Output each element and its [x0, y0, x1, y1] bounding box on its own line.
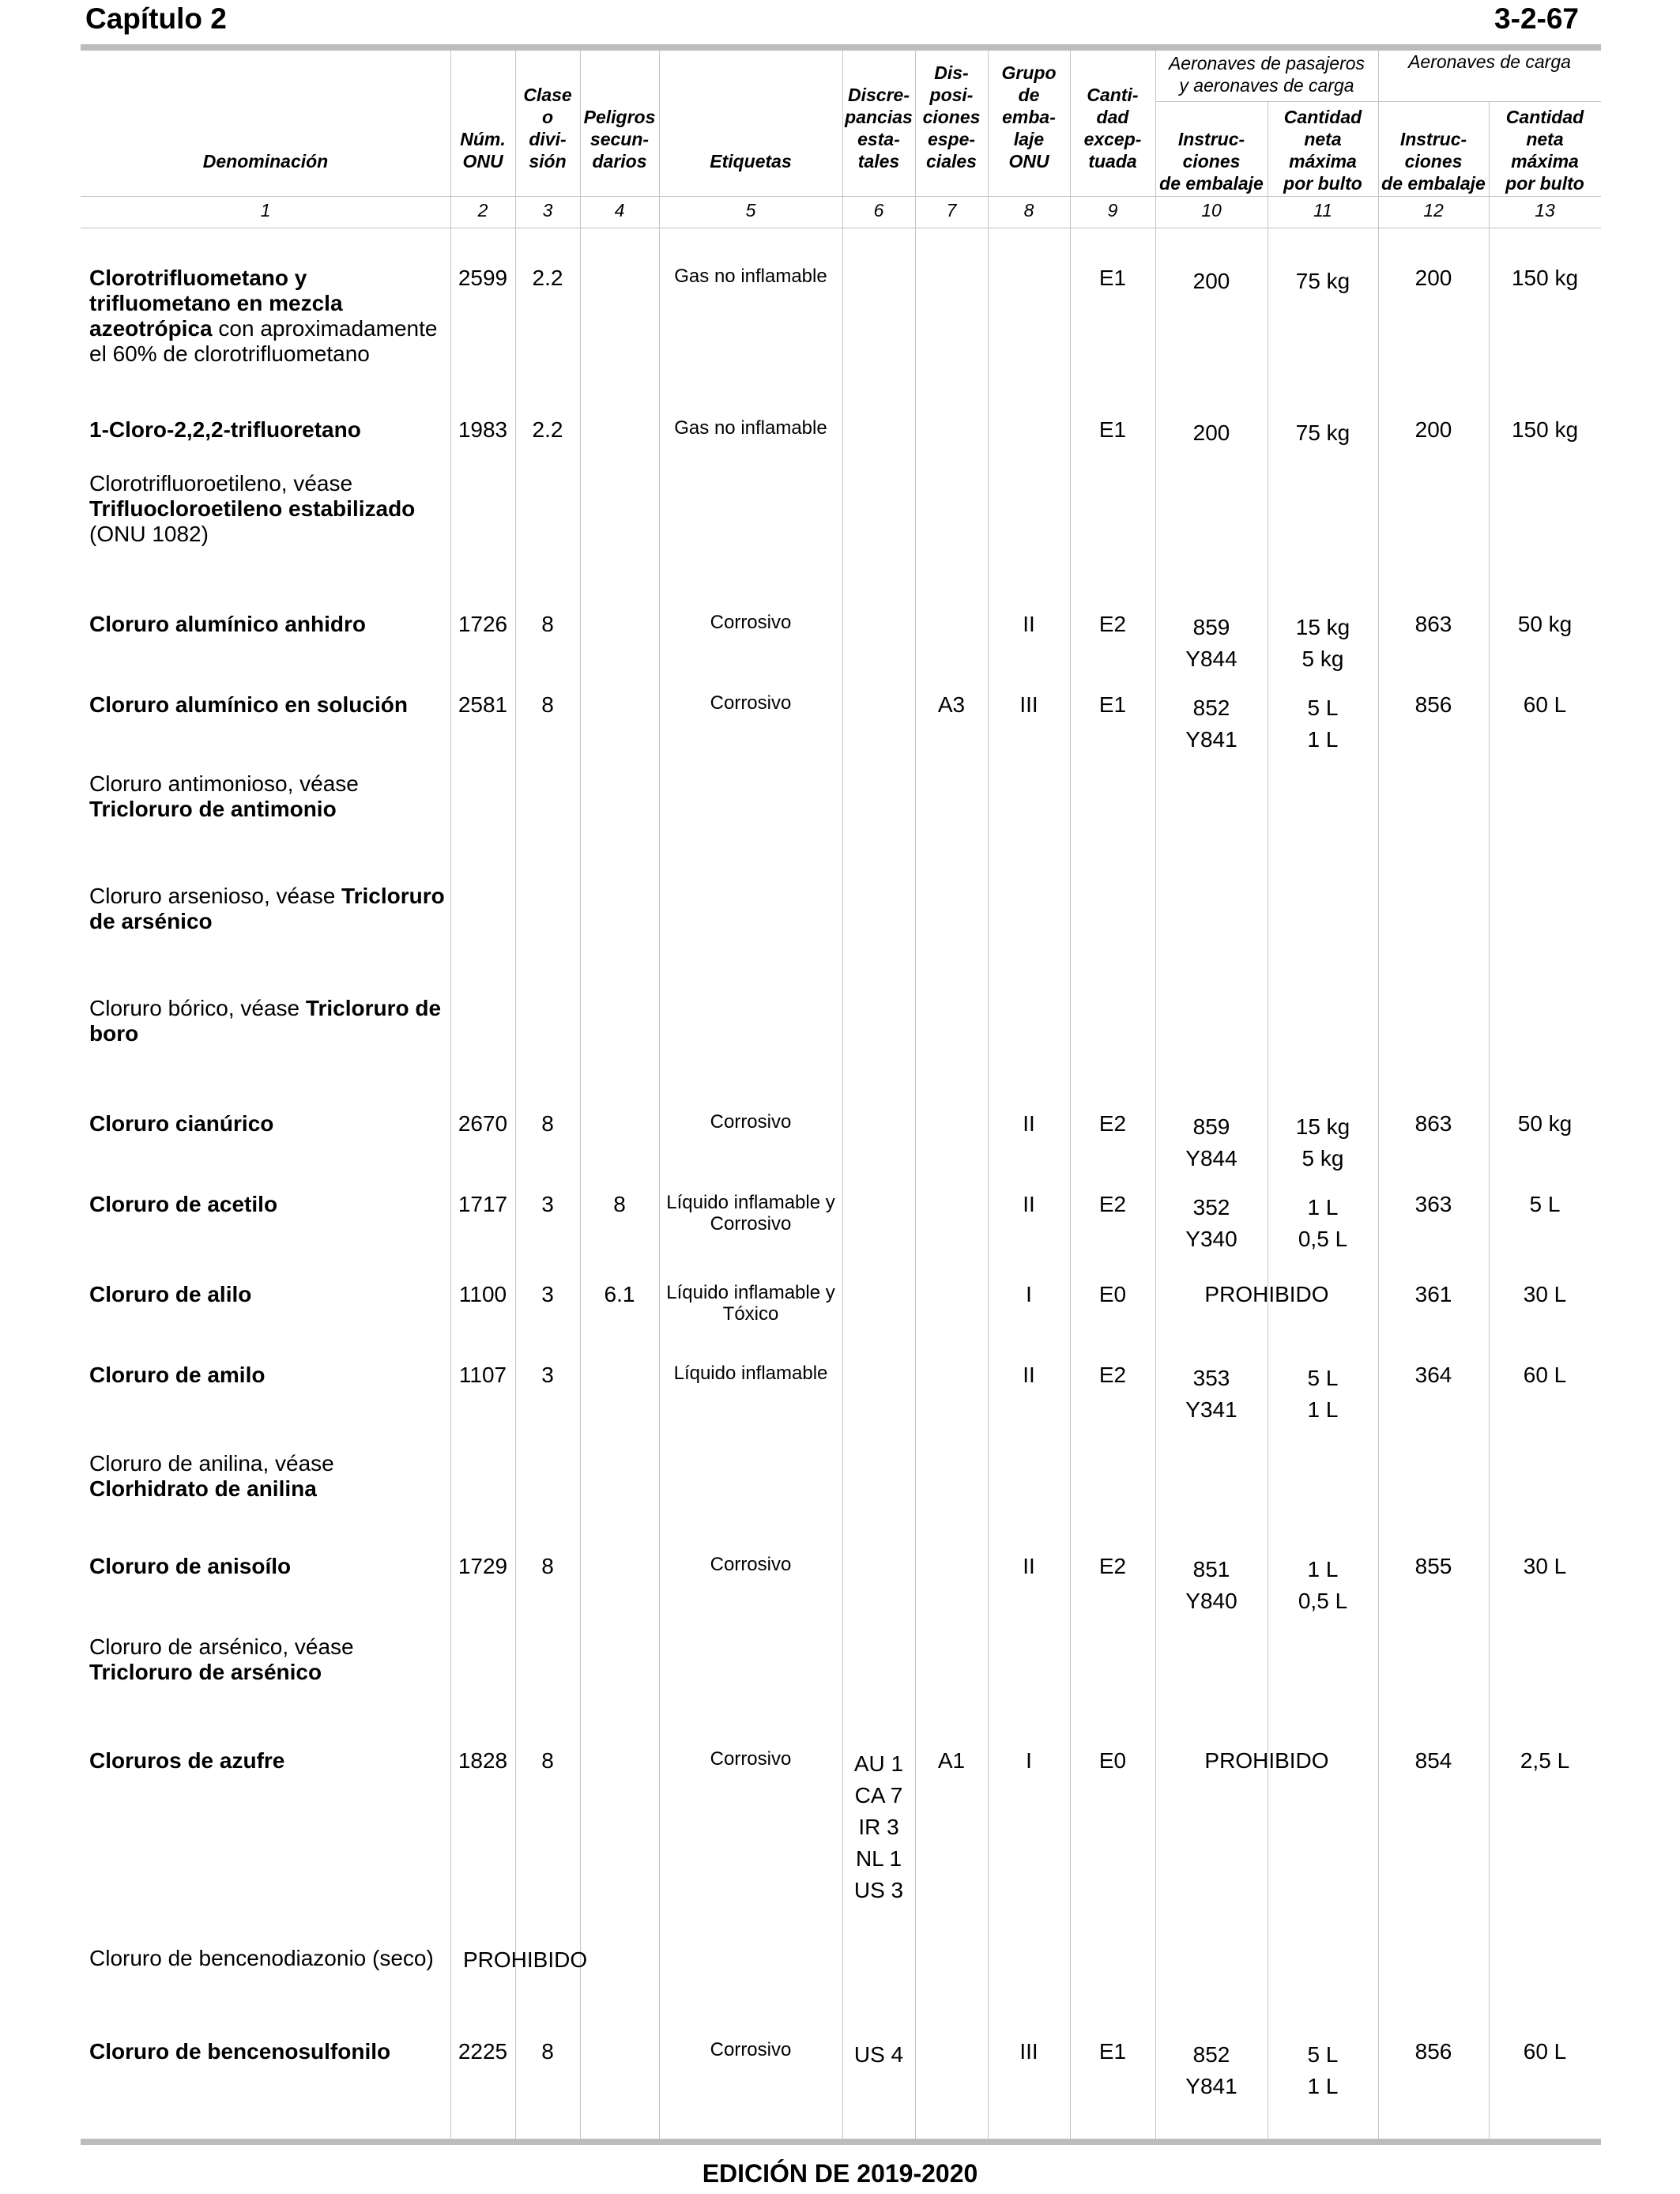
column-number: 2 — [477, 200, 488, 221]
passenger-packing-instruction: 200 — [1192, 420, 1230, 445]
name-segment: 1-Cloro-2,2,2-trifluoretano — [89, 417, 361, 442]
un-number: 1717 — [458, 1192, 508, 1216]
header-cantidad-exceptuada: Canti- dad excep- tuada — [1083, 85, 1142, 172]
cargo-packing-instruction: 856 — [1414, 692, 1452, 717]
hazard-label: Líquido inflamable — [673, 1363, 828, 1384]
name-segment: Cloruro bórico, véase — [89, 996, 306, 1020]
substance-name — [89, 1451, 449, 1502]
state-variations: AU 1 CA 7 IR 3 NL 1 US 3 — [853, 1751, 904, 1902]
table-row — [0, 996, 1680, 1046]
hazard-label: Corrosivo — [710, 2039, 792, 2060]
column-divider — [988, 51, 989, 2139]
name-segment: Tricloruro de boro — [89, 996, 442, 1046]
cargo-max-net-quantity: 50 kg — [1517, 612, 1573, 636]
table-row — [0, 1192, 1680, 1251]
name-segment: Tricloruro de antimonio — [89, 797, 337, 821]
column-divider — [1155, 51, 1156, 2139]
table-row — [0, 1451, 1680, 1501]
substance-name — [89, 771, 449, 822]
substance-name — [89, 1192, 449, 1217]
cargo-packing-instruction: 200 — [1414, 417, 1452, 442]
name-segment: Clorotrifluometano y trifluometano en mezcla azeotrópica — [89, 266, 343, 341]
un-number: 2599 — [458, 266, 508, 290]
un-number: 1983 — [458, 417, 508, 442]
cargo-max-net-quantity: 60 L — [1523, 692, 1567, 717]
class-division: 8 — [541, 2039, 554, 2064]
class-division: 2.2 — [532, 417, 563, 442]
table-row — [0, 1363, 1680, 1422]
table-row — [0, 692, 1680, 752]
un-number: 1107 — [458, 1363, 507, 1387]
excepted-quantity: E1 — [1098, 266, 1127, 290]
excepted-quantity: E2 — [1098, 1554, 1127, 1578]
page-number: 3-2-67 — [1494, 2, 1579, 35]
name-segment: Cloruro de arsénico, véase — [89, 1634, 354, 1659]
un-number: 1828 — [458, 1748, 508, 1773]
cargo-packing-instruction: 856 — [1414, 2039, 1452, 2064]
class-division: 8 — [541, 1111, 554, 1136]
cargo-max-net-quantity: 5 L — [1529, 1192, 1561, 1216]
excepted-quantity: E1 — [1098, 2039, 1127, 2064]
passenger-packing-instruction: 353 Y341 — [1185, 1366, 1237, 1422]
packing-group: II — [1023, 1363, 1035, 1387]
class-division: 3 — [541, 1192, 554, 1216]
bottom-rule — [81, 2139, 1601, 2145]
header-cantidad-neta-pasajeros: Cantidad neta máxima por bulto — [1283, 107, 1362, 194]
passenger-packing-instruction: 852 Y841 — [1185, 2042, 1237, 2098]
packing-group: II — [1023, 1192, 1035, 1216]
column-divider — [1378, 51, 1379, 2139]
passenger-packing-instruction: 852 Y841 — [1185, 696, 1237, 752]
column-divider — [515, 51, 516, 2139]
name-segment: Cloruro de anisoílo — [89, 1554, 292, 1578]
passenger-forbidden: PROHIBIDO — [1204, 1748, 1329, 1773]
cargo-packing-instruction: 364 — [1414, 1363, 1452, 1387]
name-segment: Clorotrifluoroetileno, véase — [89, 471, 353, 496]
column-number: 7 — [946, 200, 957, 221]
class-division: 8 — [541, 1748, 554, 1773]
packing-group: II — [1023, 1554, 1035, 1578]
passenger-packing-instruction: 859 Y844 — [1185, 615, 1237, 671]
name-segment: Cloruro arsenioso, véase — [89, 884, 342, 908]
column-number: 3 — [542, 200, 553, 221]
substance-name — [89, 996, 449, 1046]
table-row — [0, 612, 1680, 671]
un-number: 2670 — [458, 1111, 508, 1136]
cargo-max-net-quantity: 60 L — [1523, 2039, 1567, 2064]
header-aeronaves-carga: Aeronaves de carga — [1408, 51, 1571, 72]
header-grupo: Grupo de emba- laje ONU — [1001, 62, 1057, 172]
table-row — [0, 417, 1680, 445]
hazard-label: Corrosivo — [710, 612, 792, 633]
hazard-label: Corrosivo — [710, 692, 792, 714]
passenger-max-net-quantity: 15 kg 5 kg — [1295, 615, 1350, 671]
passenger-forbidden: PROHIBIDO — [1204, 1282, 1329, 1306]
substance-name — [89, 612, 449, 637]
name-segment: Clorhidrato de anilina — [89, 1476, 317, 1501]
hazard-label: Líquido inflamable y Tóxico — [666, 1282, 835, 1325]
header-separator — [81, 196, 1601, 197]
subsidiary-hazard: 6.1 — [604, 1282, 635, 1306]
forbidden-notice: PROHIBIDO — [463, 1947, 588, 1972]
header-instrucciones-carga: Instruc- ciones de embalaje — [1381, 129, 1486, 194]
excepted-quantity: E1 — [1098, 692, 1127, 717]
substance-name — [89, 1282, 449, 1307]
class-division: 8 — [541, 612, 554, 636]
passenger-max-net-quantity: 1 L 0,5 L — [1298, 1557, 1348, 1613]
header-discrepancias: Discre- pancias esta- tales — [845, 85, 913, 172]
class-division: 8 — [541, 692, 554, 717]
table-row — [0, 771, 1680, 821]
name-segment: Cloruro de amilo — [89, 1363, 266, 1387]
name-segment: Cloruro alumínico en solución — [89, 692, 408, 717]
column-divider — [450, 51, 451, 2139]
passenger-packing-instruction: 200 — [1192, 269, 1230, 293]
hazard-label: Corrosivo — [710, 1748, 792, 1770]
packing-group: I — [1026, 1748, 1032, 1773]
name-segment: Cloruro de acetilo — [89, 1192, 278, 1216]
table-row — [0, 1554, 1680, 1613]
substance-name — [89, 692, 449, 718]
cargo-max-net-quantity: 2,5 L — [1520, 1748, 1570, 1773]
table-row — [0, 1748, 1680, 1902]
header-peligros: Peligros secun- darios — [583, 107, 656, 172]
chapter-title: Capítulo 2 — [85, 2, 227, 35]
cargo-max-net-quantity: 150 kg — [1511, 266, 1579, 290]
substance-name — [89, 266, 449, 367]
packing-group: I — [1026, 1282, 1032, 1306]
excepted-quantity: E0 — [1098, 1748, 1127, 1773]
column-divider — [580, 51, 581, 2139]
name-segment: Cloruro de bencenosulfonilo — [89, 2039, 391, 2064]
header-cantidad-neta-carga: Cantidad neta máxima por bulto — [1505, 107, 1584, 194]
cargo-max-net-quantity: 150 kg — [1511, 417, 1579, 442]
column-number: 13 — [1535, 200, 1555, 221]
cargo-max-net-quantity: 60 L — [1523, 1363, 1567, 1387]
hazard-label: Líquido inflamable y Corrosivo — [666, 1192, 835, 1235]
excepted-quantity: E0 — [1098, 1282, 1127, 1306]
name-segment: Cloruro alumínico anhidro — [89, 612, 367, 636]
name-segment: Cloruro antimonioso, véase — [89, 771, 359, 796]
top-rule — [81, 44, 1601, 51]
hazard-label: Gas no inflamable — [674, 266, 827, 287]
header-num-onu: Núm. ONU — [460, 129, 506, 172]
special-provisions: A3 — [937, 692, 966, 717]
name-segment: Tricloruro de arsénico — [89, 884, 445, 933]
name-segment: Cloruro cianúrico — [89, 1111, 274, 1136]
column-number: 9 — [1107, 200, 1118, 221]
passenger-max-net-quantity: 5 L 1 L — [1307, 696, 1339, 752]
excepted-quantity: E1 — [1098, 417, 1127, 442]
table-row — [0, 1111, 1680, 1171]
substance-name — [89, 1363, 449, 1388]
table-row — [0, 471, 1680, 546]
table-row — [0, 1946, 1680, 1972]
column-number: 8 — [1023, 200, 1034, 221]
cargo-packing-instruction: 361 — [1414, 1282, 1452, 1306]
excepted-quantity: E2 — [1098, 1363, 1127, 1387]
header-aeronaves-pasajeros: Aeronaves de pasajeros y aeronaves de carga — [1168, 53, 1365, 96]
packing-group: II — [1023, 612, 1035, 636]
header-clase: Clase o divi- sión — [523, 85, 572, 172]
table-row — [0, 2039, 1680, 2098]
passenger-max-net-quantity: 5 L 1 L — [1307, 2042, 1339, 2098]
column-number: 11 — [1313, 200, 1332, 221]
un-number: 2225 — [458, 2039, 508, 2064]
cargo-max-net-quantity: 50 kg — [1517, 1111, 1573, 1136]
column-divider — [1070, 51, 1071, 2139]
hazard-label: Corrosivo — [710, 1111, 792, 1133]
passenger-max-net-quantity: 75 kg — [1295, 269, 1350, 293]
substance-name — [89, 417, 449, 443]
substance-name — [89, 1748, 449, 1774]
class-division: 3 — [541, 1282, 554, 1306]
excepted-quantity: E2 — [1098, 1111, 1127, 1136]
class-division: 2.2 — [532, 266, 563, 290]
substance-name — [89, 1111, 449, 1137]
name-segment: Cloruro de bencenodiazonio (seco) — [89, 1946, 434, 1970]
cargo-packing-instruction: 855 — [1414, 1554, 1452, 1578]
name-segment: Cloruro de anilina, véase — [89, 1451, 334, 1476]
header-disposiciones: Dis- posi- ciones espe- ciales — [922, 62, 981, 172]
state-variations: US 4 — [853, 2042, 904, 2067]
substance-name — [89, 884, 449, 934]
packing-group: II — [1023, 1111, 1035, 1136]
passenger-packing-instruction: 851 Y840 — [1185, 1557, 1237, 1613]
passenger-max-net-quantity: 15 kg 5 kg — [1295, 1114, 1350, 1171]
cargo-max-net-quantity: 30 L — [1523, 1554, 1567, 1578]
column-number: 12 — [1423, 200, 1444, 221]
cargo-packing-instruction: 863 — [1414, 1111, 1452, 1136]
column-number: 4 — [614, 200, 625, 221]
excepted-quantity: E2 — [1098, 612, 1127, 636]
cargo-packing-instruction: 854 — [1414, 1748, 1452, 1773]
class-division: 8 — [541, 1554, 554, 1578]
column-divider — [659, 51, 660, 2139]
table-row — [0, 884, 1680, 933]
cargo-packing-instruction: 200 — [1414, 266, 1452, 290]
passenger-max-net-quantity: 5 L 1 L — [1307, 1366, 1339, 1422]
special-provisions: A1 — [937, 1748, 966, 1773]
packing-group: III — [1019, 2039, 1038, 2064]
substance-name — [89, 2039, 449, 2064]
name-segment: Cloruro de alilo — [89, 1282, 252, 1306]
subsidiary-hazard: 8 — [613, 1192, 626, 1216]
substance-name — [89, 1946, 449, 1971]
column-number: 6 — [873, 200, 884, 221]
header-denominacion: Denominación — [202, 151, 329, 172]
cargo-packing-instruction: 363 — [1414, 1192, 1452, 1216]
hazard-label: Gas no inflamable — [674, 417, 827, 439]
un-number: 1100 — [458, 1282, 507, 1306]
name-segment: (ONU 1082) — [89, 522, 209, 546]
substance-name — [89, 1634, 449, 1685]
hazard-label: Corrosivo — [710, 1554, 792, 1575]
table-row — [0, 266, 1680, 366]
name-segment: con aproximadamente el 60% de clorotrifluometano — [89, 316, 438, 366]
passenger-max-net-quantity: 75 kg — [1295, 420, 1350, 445]
cargo-packing-instruction: 863 — [1414, 612, 1452, 636]
substance-name — [89, 471, 449, 547]
column-number: 10 — [1201, 200, 1222, 221]
name-segment: Cloruros de azufre — [89, 1748, 285, 1773]
un-number: 2581 — [458, 692, 508, 717]
un-number: 1726 — [458, 612, 508, 636]
excepted-quantity: E2 — [1098, 1192, 1127, 1216]
passenger-max-net-quantity: 1 L 0,5 L — [1298, 1195, 1348, 1251]
un-number: 1729 — [458, 1554, 508, 1578]
header-etiquetas: Etiquetas — [710, 151, 792, 172]
passenger-packing-instruction: 352 Y340 — [1185, 1195, 1237, 1251]
table-row — [0, 1634, 1680, 1684]
column-divider — [915, 51, 916, 2139]
header-instrucciones-pasajeros: Instruc- ciones de embalaje — [1159, 129, 1264, 194]
passenger-packing-instruction: 859 Y844 — [1185, 1114, 1237, 1171]
column-number: 5 — [745, 200, 756, 221]
name-segment: Trifluocloroetileno estabilizado — [89, 496, 416, 521]
substance-name — [89, 1554, 449, 1579]
name-segment: Tricloruro de arsénico — [89, 1660, 322, 1684]
cargo-max-net-quantity: 30 L — [1523, 1282, 1567, 1306]
class-division: 3 — [541, 1363, 554, 1387]
column-number: 1 — [260, 200, 271, 221]
edition-footer: EDICIÓN DE 2019-2020 — [702, 2159, 978, 2188]
table-row — [0, 1282, 1680, 1325]
packing-group: III — [1019, 692, 1038, 717]
